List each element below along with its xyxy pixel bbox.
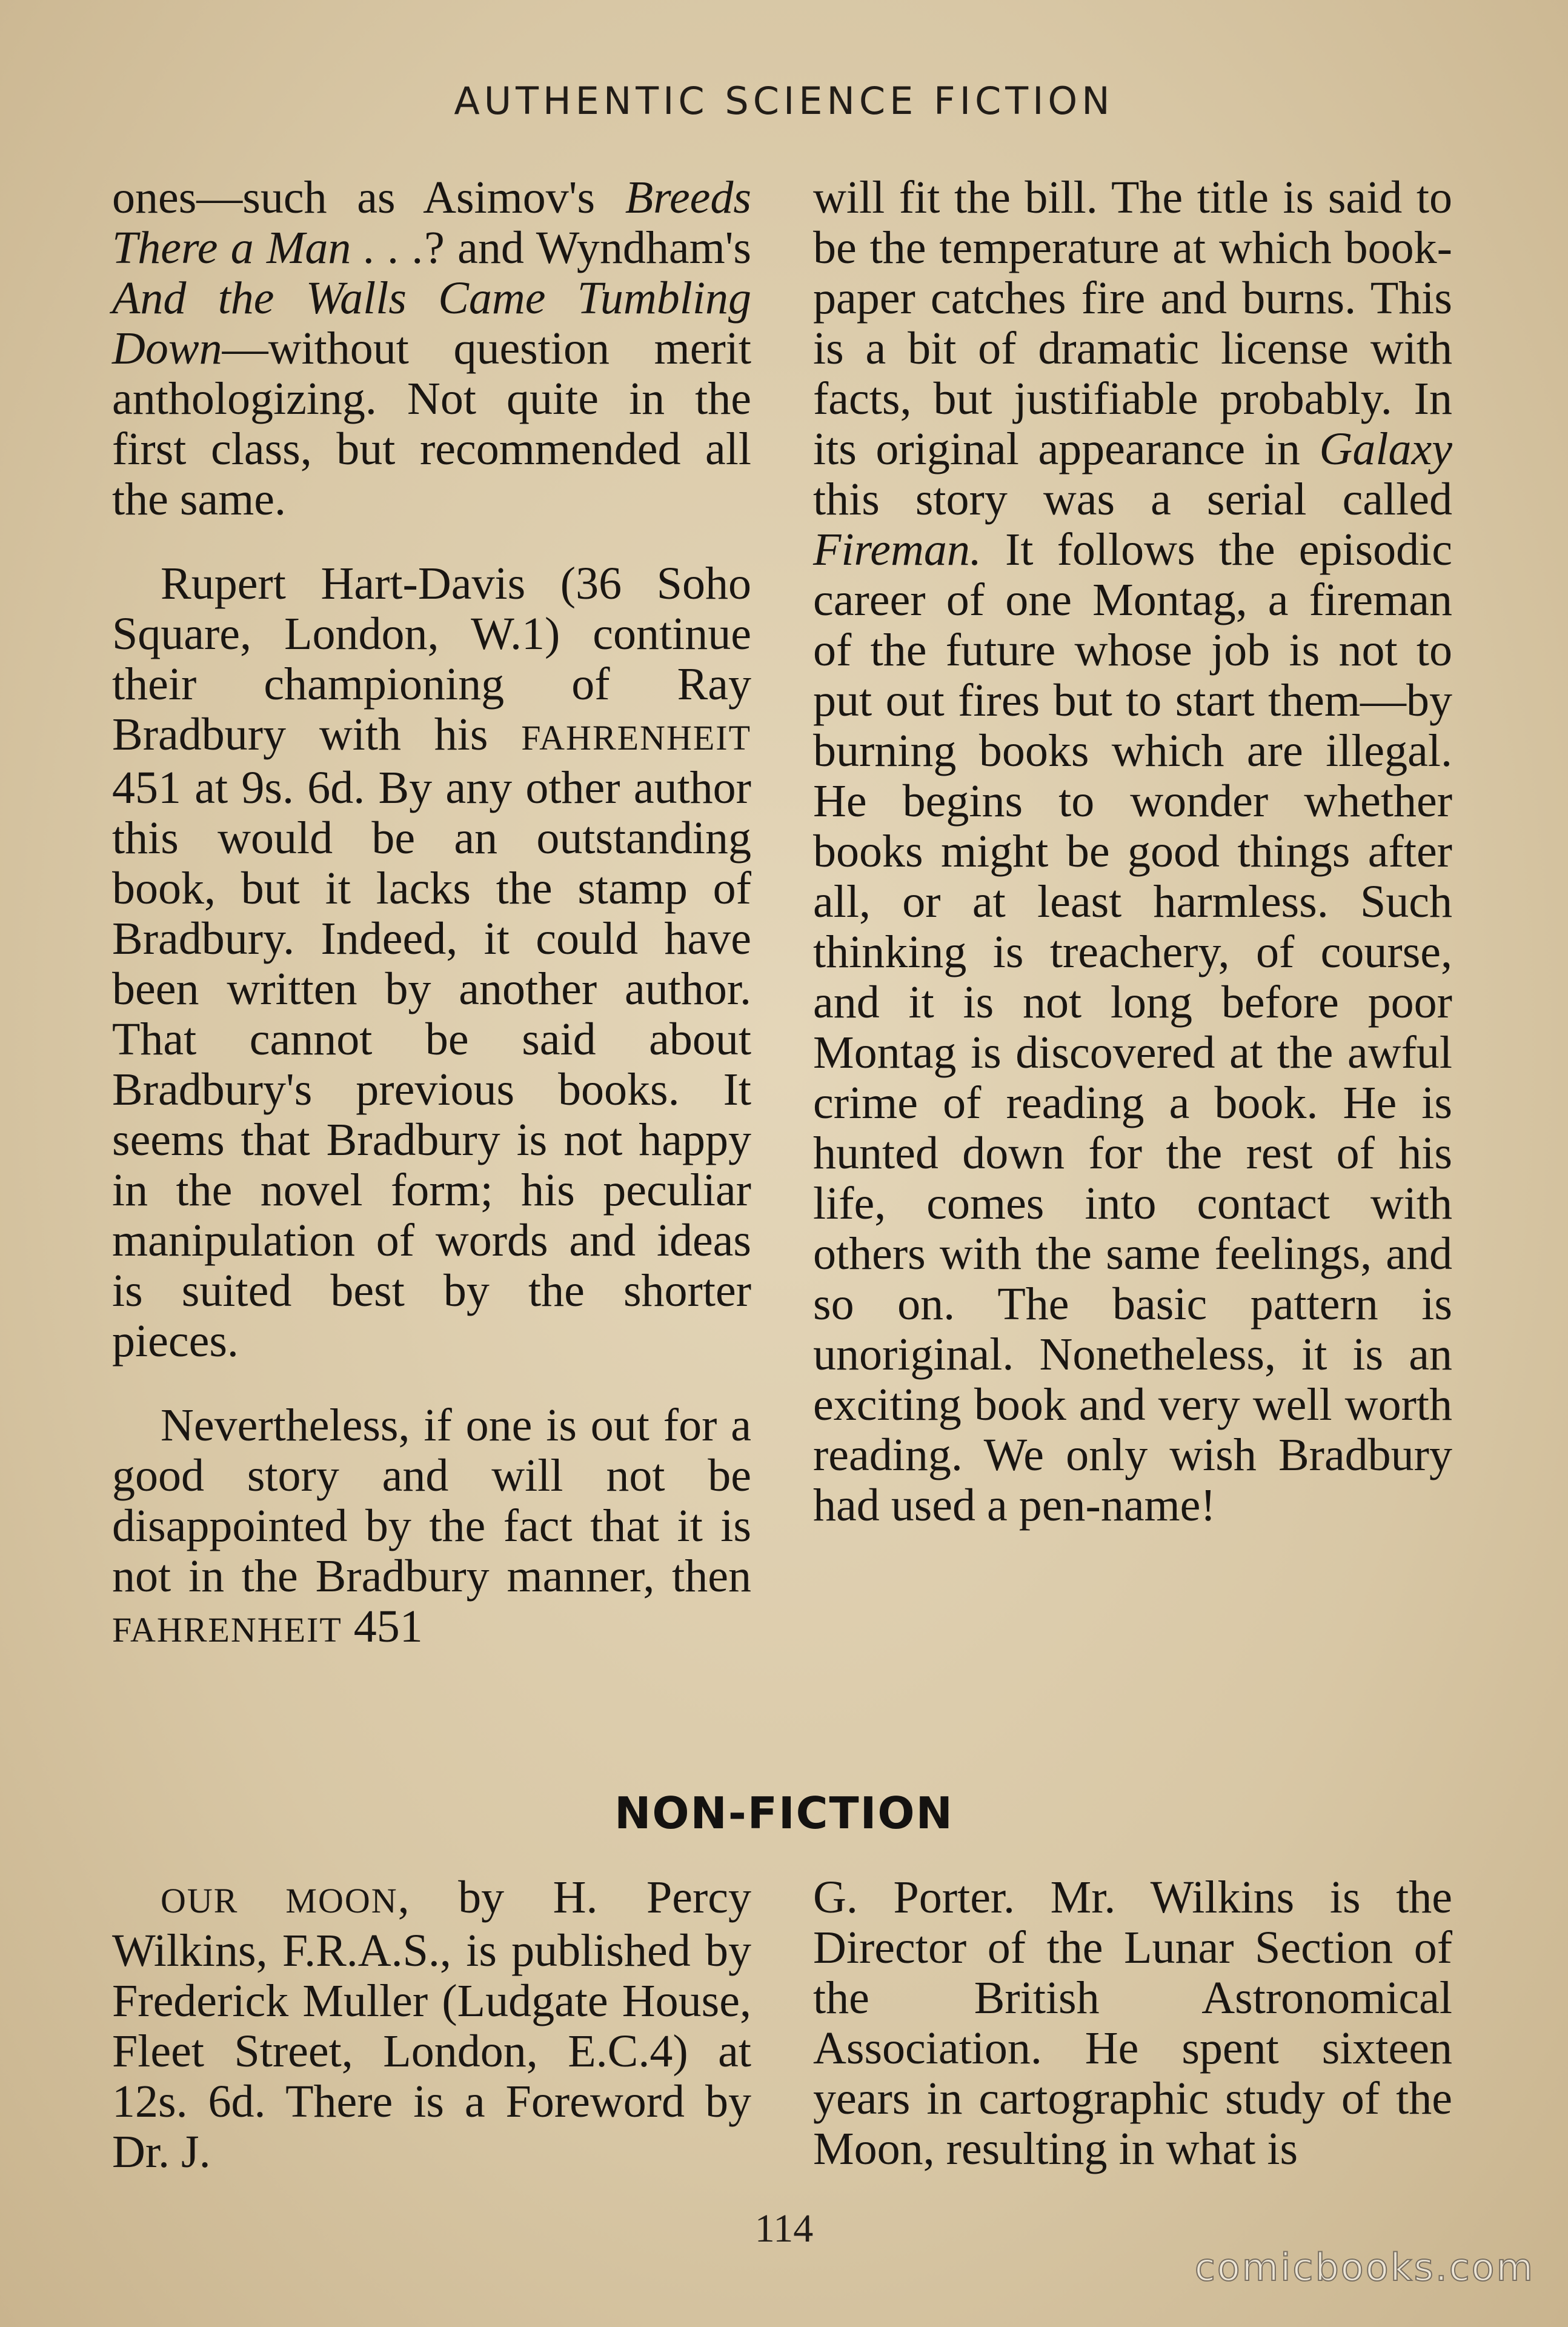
running-head: AUTHENTIC SCIENCE FICTION (454, 79, 1114, 123)
text-run: Nevertheless, if one is out for a good story and will not be disappointed by the fact that it is not in the Bradbury manner, then (112, 1400, 751, 1602)
title-our-moon: OUR MOON (161, 1881, 398, 1920)
paragraph-fahrenheit-continued (813, 173, 1452, 1531)
paragraph-nevertheless (112, 1400, 751, 1655)
review-column-right (813, 173, 1452, 1531)
text-run: —without question merit anthologizing. Not quite in the first class, but recommended all the same. (112, 323, 751, 525)
review-column-left (112, 173, 751, 1655)
text-run: It follows the episodic career of one Montag, a fireman of the future whose job is not to put out fires but to start them—by burning books which are illegal. He begins to wonder whether books might be good things after all, or at least harmless. Such thinking is treachery, of course, and it is not long before poor Montag is discovered at the awful crime of reading a book. He is hunted down for the rest of his life, comes into contact with others with the same feelings, and so on. The basic pattern is unoriginal. Nonetheless, it is an exciting book and very well worth reading. We only wish Bradbury had used a pen-name! (813, 524, 1452, 1531)
title-galaxy: Galaxy (1319, 424, 1452, 474)
watermark: comicbooks.com (1194, 2245, 1535, 2289)
text-run: will fit the bill. The title is said to be the temperature at which book-paper catches fire and burns. This is a bit of dramatic license with facts, but justifiable probably. In its original appearance in (813, 172, 1452, 474)
title-breeds-there-a-man: Breeds There a Man . . . (112, 172, 751, 273)
nonfiction-column-right (813, 1873, 1452, 2174)
section-heading: NON-FICTION (614, 1788, 954, 1839)
page-number: 114 (754, 2206, 814, 2251)
paragraph-fahrenheit-review (112, 559, 751, 1367)
title-fahrenheit: FAHRENHEIT (112, 1610, 342, 1650)
text-run: ones—such as Asimov's (112, 172, 625, 223)
paragraph-our-moon (112, 1873, 751, 2177)
title-and-the-walls: And the Walls Came Tumbling Down (112, 273, 751, 374)
text-run: 451 at 9s. 6d. By any other author this would be an outstanding book, but it lacks the stamp of Bradbury. Indeed, it could have been written by another author. That cannot be said about Bradbury's previous books. It seems that Bradbury is not happy in the novel form; his peculiar manipulation of words and ideas is suited best by the shorter pieces. (112, 762, 751, 1367)
text-run: , by H. Percy Wilkins, F.R.A.S., is published by Frederick Muller (Ludgate House, Fleet Street, London, E.C.4) at 12s. 6d. There is a Foreword by Dr. J. (112, 1872, 751, 2177)
title-fahrenheit: FAHRENHEIT (521, 718, 751, 757)
title-fireman: Fireman. (813, 524, 982, 575)
text-run: this story was a serial called (813, 474, 1452, 525)
paragraph-anthology (112, 173, 751, 525)
nonfiction-column-left (112, 1873, 751, 2177)
text-run: 451 (342, 1601, 423, 1652)
text-run: ? and Wyndham's (424, 222, 751, 273)
text-run: Rupert Hart-Davis (36 Soho Square, London, W.1) continue their championing of Ray Bradbury with his (112, 558, 751, 760)
paragraph-wilkins: G. Porter. Mr. Wilkins is the Director of the Lunar Section of the British Astronomical Association. He spent sixteen years in cartographic study of the Moon, resulting in what is (813, 1872, 1452, 2174)
